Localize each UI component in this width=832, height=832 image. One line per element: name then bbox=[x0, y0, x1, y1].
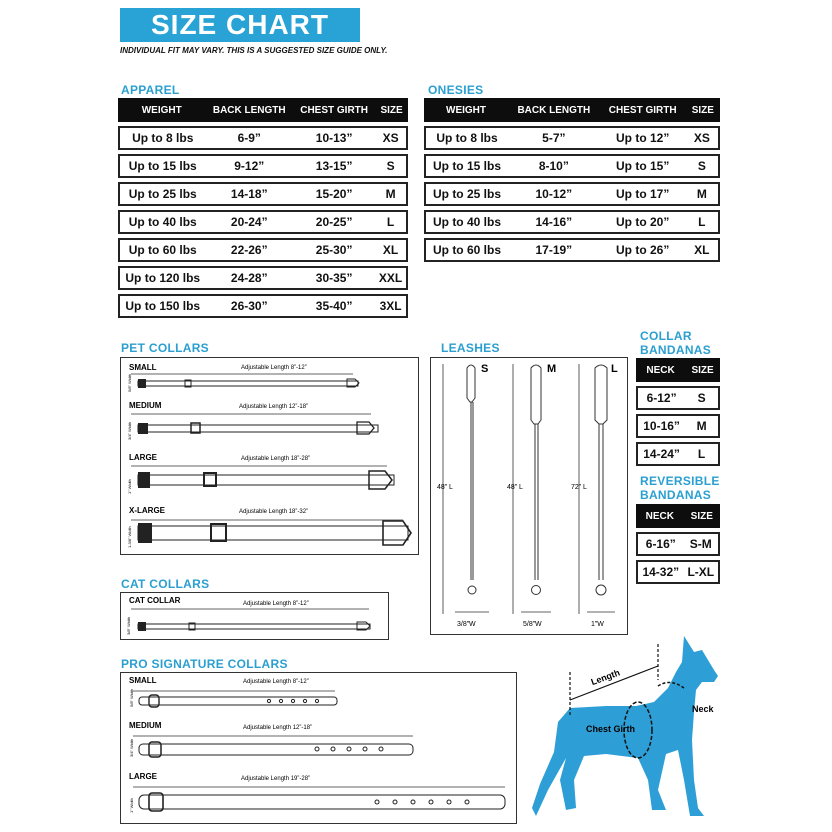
length-label: Length bbox=[589, 667, 622, 688]
collar-buckle bbox=[138, 523, 152, 543]
collar-strap bbox=[138, 526, 408, 540]
collar-length-label: Adjustable Length 12”-18” bbox=[239, 404, 309, 410]
onesies-cell: Up to 20” bbox=[600, 210, 686, 234]
onesies-cell: Up to 26” bbox=[600, 238, 686, 262]
collar-width-label: 1-3/8” Width bbox=[127, 526, 132, 548]
leash-length-label: 48” L bbox=[507, 484, 523, 491]
leash-width-label: 3/8”W bbox=[457, 621, 476, 628]
collar-buckle bbox=[138, 472, 150, 488]
onesies-cell: L bbox=[686, 210, 720, 234]
neck-label: Neck bbox=[692, 704, 714, 714]
leash-handle bbox=[595, 365, 607, 424]
collar-width-label: 1” Width bbox=[127, 479, 132, 494]
apparel-cell: 14-18” bbox=[205, 182, 293, 206]
reversible-bandanas-cell: L-XL bbox=[684, 560, 720, 584]
onesies-cell: Up to 25 lbs bbox=[424, 182, 508, 206]
collar-bandanas-header-row bbox=[636, 358, 720, 382]
leash-clip bbox=[468, 586, 476, 594]
onesies-column-header: BACK LENGTH bbox=[508, 98, 600, 122]
collar-length-label: Adjustable Length 8”-12” bbox=[243, 679, 309, 685]
reversible-bandanas-title-line2: BANDANAS bbox=[640, 488, 712, 502]
onesies-cell: Up to 8 lbs bbox=[424, 126, 508, 150]
collar-bandanas-cell: 6-12” bbox=[636, 386, 685, 410]
reversible-bandanas-cell: S-M bbox=[684, 532, 720, 556]
apparel-row bbox=[118, 182, 408, 206]
collar-strap bbox=[138, 381, 358, 386]
apparel-header-row bbox=[118, 98, 408, 122]
apparel-cell: 15-20” bbox=[293, 182, 375, 206]
onesies-cell: Up to 15 lbs bbox=[424, 154, 508, 178]
leash-size-label: L bbox=[611, 363, 618, 375]
apparel-column-header: WEIGHT bbox=[118, 98, 205, 122]
collar-bandanas-cell: 10-16” bbox=[636, 414, 685, 438]
onesies-cell: Up to 15” bbox=[600, 154, 686, 178]
reversible-bandanas-title-line1: REVERSIBLE bbox=[640, 474, 720, 488]
collar-bandanas-title bbox=[640, 329, 711, 357]
apparel-cell: 13-15” bbox=[293, 154, 375, 178]
apparel-cell: XXL bbox=[375, 266, 408, 290]
apparel-cell: Up to 25 lbs bbox=[118, 182, 205, 206]
leash-handle bbox=[531, 365, 541, 424]
apparel-cell: 6-9” bbox=[205, 126, 293, 150]
collar-length-label: Adjustable Length 18”-32” bbox=[239, 509, 309, 515]
collar-length-label: Adjustable Length 8”-12” bbox=[241, 365, 307, 371]
onesies-cell: XS bbox=[686, 126, 720, 150]
reversible-bandanas-row bbox=[636, 532, 720, 556]
collar-holes bbox=[375, 800, 469, 804]
leash-width-label: 1”W bbox=[591, 621, 604, 628]
apparel-column-header: SIZE bbox=[375, 98, 408, 122]
onesies-table bbox=[424, 94, 720, 266]
collar-strap bbox=[139, 697, 337, 705]
pro-collars-diagram bbox=[121, 673, 516, 823]
collar-buckle bbox=[138, 622, 146, 631]
apparel-row bbox=[118, 210, 408, 234]
apparel-cell: Up to 60 lbs bbox=[118, 238, 205, 262]
collar-strap bbox=[138, 475, 394, 485]
onesies-cell: Up to 17” bbox=[600, 182, 686, 206]
apparel-cell: Up to 8 lbs bbox=[118, 126, 205, 150]
apparel-row bbox=[118, 294, 408, 318]
apparel-row bbox=[118, 126, 408, 150]
leash-width-label: 5/8”W bbox=[523, 621, 542, 628]
collar-bandanas-cell: M bbox=[685, 414, 720, 438]
apparel-cell: XL bbox=[375, 238, 408, 262]
pet-collars-diagram bbox=[121, 358, 418, 554]
page-title: SIZE CHART bbox=[120, 8, 360, 42]
reversible-bandanas-title bbox=[640, 474, 720, 502]
apparel-cell: Up to 40 lbs bbox=[118, 210, 205, 234]
apparel-cell: L bbox=[375, 210, 408, 234]
collar-width-label: 3/4” Width bbox=[127, 421, 132, 440]
onesies-title: ONESIES bbox=[428, 83, 484, 97]
apparel-cell: 10-13” bbox=[293, 126, 375, 150]
collar-bandanas-row bbox=[636, 442, 720, 466]
onesies-cell: 14-16” bbox=[508, 210, 600, 234]
collar-buckle bbox=[138, 379, 146, 388]
collar-bandanas-row bbox=[636, 414, 720, 438]
apparel-cell: Up to 120 lbs bbox=[118, 266, 205, 290]
collar-size-label: LARGE bbox=[129, 772, 157, 781]
apparel-cell: 30-35” bbox=[293, 266, 375, 290]
apparel-cell: M bbox=[375, 182, 408, 206]
apparel-cell: 20-24” bbox=[205, 210, 293, 234]
collar-size-label: SMALL bbox=[129, 363, 157, 372]
collar-size-label: SMALL bbox=[129, 676, 157, 685]
apparel-cell: 3XL bbox=[375, 294, 408, 318]
reversible-bandanas-row bbox=[636, 560, 720, 584]
collar-size-label: LARGE bbox=[129, 453, 157, 462]
chest-girth-label: Chest Girth bbox=[586, 724, 636, 734]
apparel-title: APPAREL bbox=[121, 83, 180, 97]
leash-clip bbox=[532, 586, 541, 595]
pro-collars-box bbox=[120, 672, 517, 824]
apparel-cell: 35-40” bbox=[293, 294, 375, 318]
disclaimer: INDIVIDUAL FIT MAY VARY. THIS IS A SUGGESTED SIZE GUIDE ONLY. bbox=[120, 46, 388, 55]
apparel-column-header: BACK LENGTH bbox=[205, 98, 293, 122]
pet-collars-box bbox=[120, 357, 419, 555]
onesies-row bbox=[424, 182, 720, 206]
apparel-cell: S bbox=[375, 154, 408, 178]
cat-collars-title: CAT COLLARS bbox=[121, 577, 210, 591]
onesies-column-header: SIZE bbox=[686, 98, 720, 122]
apparel-cell: 25-30” bbox=[293, 238, 375, 262]
collar-bandanas-cell: S bbox=[685, 386, 720, 410]
cat-collars-box bbox=[120, 592, 389, 640]
onesies-cell: Up to 40 lbs bbox=[424, 210, 508, 234]
leash-size-label: S bbox=[481, 363, 489, 375]
apparel-column-header: CHEST GIRTH bbox=[293, 98, 375, 122]
dog-diagram bbox=[526, 630, 832, 830]
reversible-bandanas-column-header: NECK bbox=[636, 504, 684, 528]
apparel-table bbox=[118, 94, 408, 322]
collar-bandanas-title-line2: BANDANAS bbox=[640, 343, 712, 357]
onesies-column-header: CHEST GIRTH bbox=[600, 98, 686, 122]
reversible-bandanas-cell: 14-32” bbox=[636, 560, 684, 584]
reversible-bandanas-cell: 6-16” bbox=[636, 532, 684, 556]
onesies-cell: 8-10” bbox=[508, 154, 600, 178]
apparel-cell: XS bbox=[375, 126, 408, 150]
collar-clip bbox=[383, 521, 411, 545]
leashes-diagram bbox=[431, 358, 627, 634]
apparel-cell: Up to 150 lbs bbox=[118, 294, 205, 318]
apparel-row bbox=[118, 266, 408, 290]
onesies-cell: Up to 12” bbox=[600, 126, 686, 150]
onesies-cell: XL bbox=[686, 238, 720, 262]
apparel-cell: 24-28” bbox=[205, 266, 293, 290]
reversible-bandanas-header-row bbox=[636, 504, 720, 528]
collar-clip bbox=[369, 471, 392, 489]
collar-bandanas-table bbox=[636, 354, 720, 470]
collar-holes bbox=[267, 699, 318, 702]
collar-width-label: 3/8” Width bbox=[126, 616, 131, 635]
leash-size-label: M bbox=[547, 363, 557, 375]
reversible-bandanas-column-header: SIZE bbox=[684, 504, 720, 528]
apparel-row bbox=[118, 154, 408, 178]
collar-size-label: X-LARGE bbox=[129, 506, 165, 515]
onesies-cell: Up to 60 lbs bbox=[424, 238, 508, 262]
apparel-cell: 26-30” bbox=[205, 294, 293, 318]
apparel-cell: 20-25” bbox=[293, 210, 375, 234]
onesies-row bbox=[424, 210, 720, 234]
pro-collars-title: PRO SIGNATURE COLLARS bbox=[121, 657, 288, 671]
collar-length-label: Adjustable Length 8”-12” bbox=[243, 601, 309, 607]
reversible-bandanas-table bbox=[636, 500, 720, 588]
apparel-row bbox=[118, 238, 408, 262]
collar-width-label: 1” Width bbox=[129, 798, 134, 813]
collar-length-label: Adjustable Length 19”-28” bbox=[241, 776, 311, 782]
collar-size-label: CAT COLLAR bbox=[129, 596, 181, 605]
collar-bandanas-title-line1: COLLAR bbox=[640, 329, 692, 343]
leash-length-label: 48” L bbox=[437, 484, 453, 491]
collar-strap bbox=[138, 425, 378, 432]
collar-bandanas-cell: 14-24” bbox=[636, 442, 685, 466]
collar-bandanas-column-header: SIZE bbox=[685, 358, 720, 382]
onesies-cell: 5-7” bbox=[508, 126, 600, 150]
collar-bandanas-cell: L bbox=[685, 442, 720, 466]
collar-length-label: Adjustable Length 12”-18” bbox=[243, 725, 313, 731]
collar-width-label: 5/8” Width bbox=[127, 373, 132, 392]
collar-bandanas-row bbox=[636, 386, 720, 410]
leash-length-label: 72” L bbox=[571, 484, 587, 491]
collar-buckle bbox=[149, 793, 163, 811]
onesies-row bbox=[424, 126, 720, 150]
onesies-row bbox=[424, 238, 720, 262]
apparel-cell: Up to 15 lbs bbox=[118, 154, 205, 178]
onesies-row bbox=[424, 154, 720, 178]
collar-buckle bbox=[138, 423, 148, 434]
onesies-cell: M bbox=[686, 182, 720, 206]
pet-collars-title: PET COLLARS bbox=[121, 341, 209, 355]
collar-width-label: 5/8” Width bbox=[129, 688, 134, 707]
collar-strap bbox=[139, 744, 413, 755]
onesies-cell: S bbox=[686, 154, 720, 178]
collar-strap bbox=[139, 795, 505, 809]
collar-size-label: MEDIUM bbox=[129, 721, 162, 730]
collar-holes bbox=[315, 747, 383, 751]
apparel-cell: 9-12” bbox=[205, 154, 293, 178]
collar-size-label: MEDIUM bbox=[129, 401, 162, 410]
onesies-cell: 17-19” bbox=[508, 238, 600, 262]
collar-strap bbox=[138, 624, 370, 629]
cat-collar-diagram bbox=[121, 593, 388, 639]
leashes-box bbox=[430, 357, 628, 635]
onesies-header-row bbox=[424, 98, 720, 122]
collar-slider bbox=[211, 524, 226, 541]
collar-width-label: 3/4” Width bbox=[129, 738, 134, 757]
apparel-cell: 22-26” bbox=[205, 238, 293, 262]
onesies-column-header: WEIGHT bbox=[424, 98, 508, 122]
leash-clip bbox=[596, 585, 606, 595]
leashes-title: LEASHES bbox=[441, 341, 500, 355]
collar-bandanas-column-header: NECK bbox=[636, 358, 685, 382]
leash-handle bbox=[467, 365, 475, 402]
onesies-cell: 10-12” bbox=[508, 182, 600, 206]
collar-length-label: Adjustable Length 18”-28” bbox=[241, 456, 311, 462]
